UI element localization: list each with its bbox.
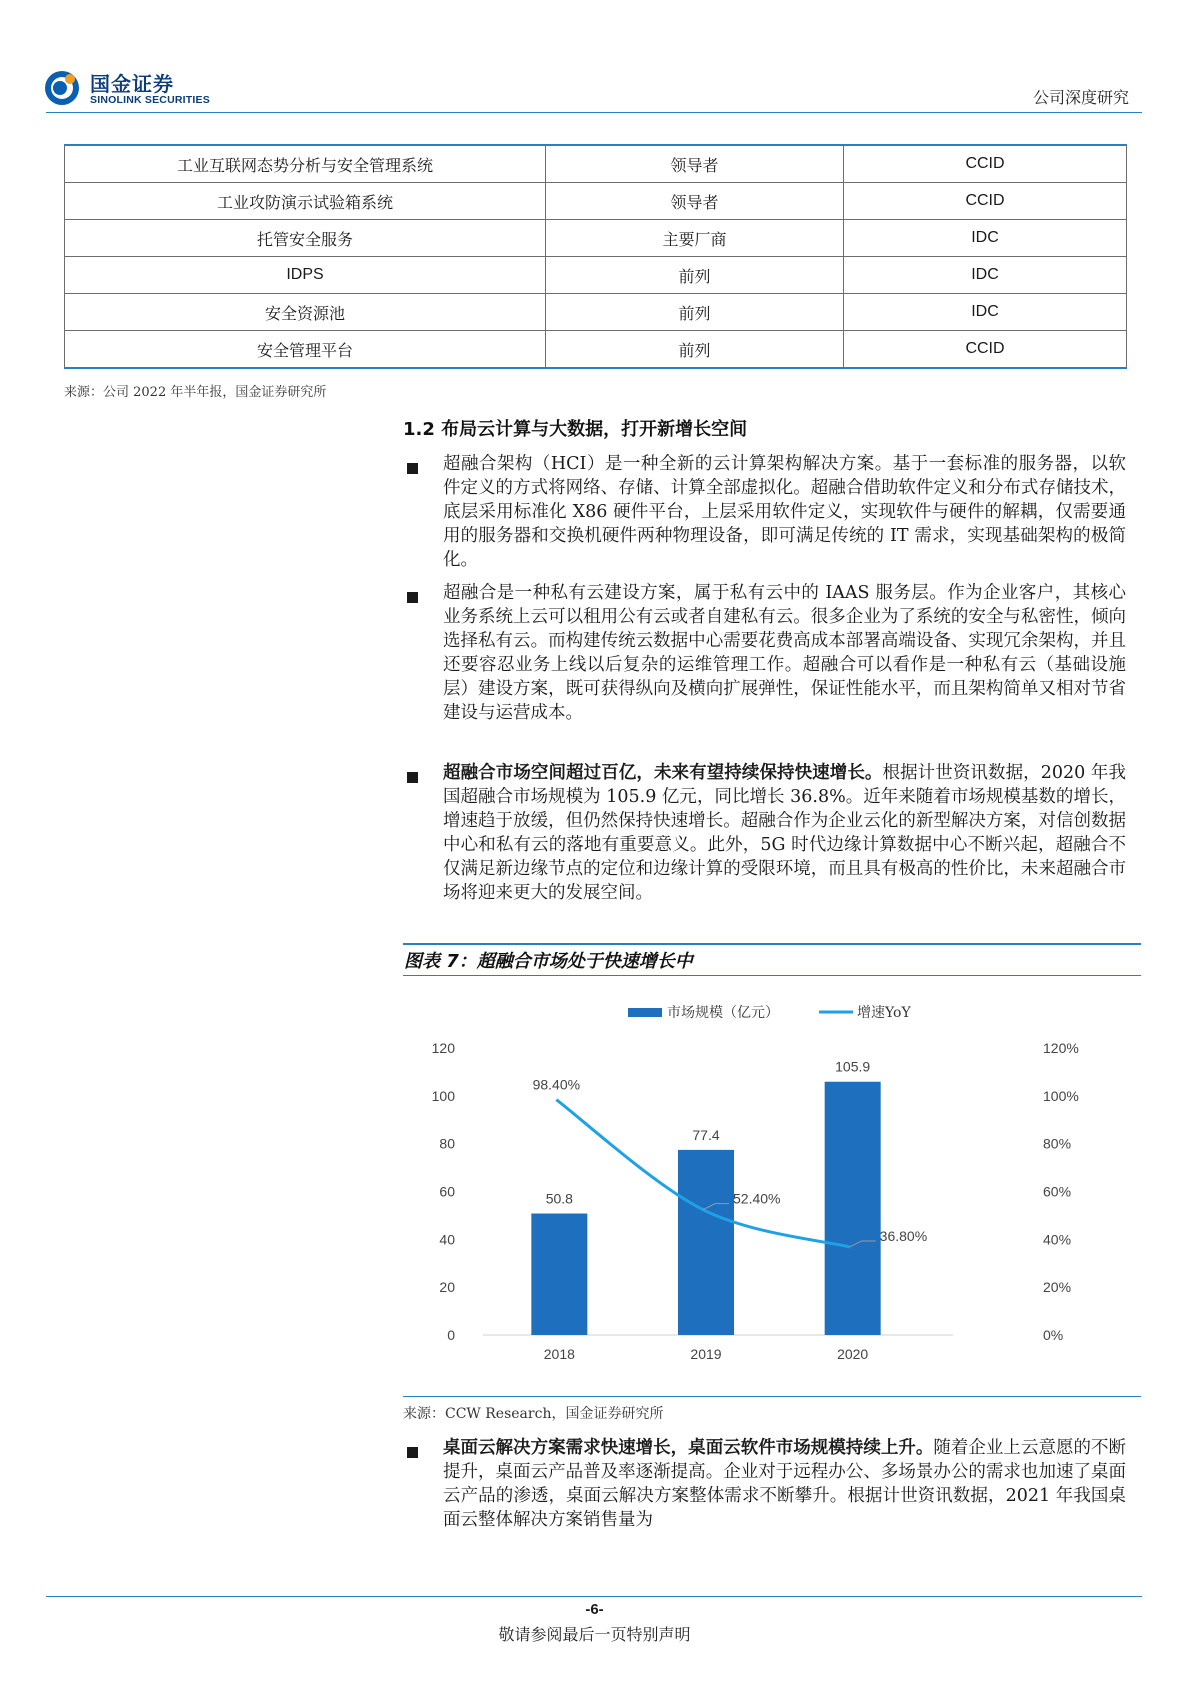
ranking-table: [64, 144, 1127, 369]
sinolink-logo-icon: [44, 70, 80, 106]
y-tick-label: 100: [431, 1087, 455, 1104]
table-row: [65, 220, 1127, 257]
table-row: [65, 294, 1127, 331]
product-cell: 安全资源池: [65, 294, 546, 331]
y2-tick-label: 60%: [1043, 1183, 1072, 1200]
rank-cell: 前列: [546, 331, 844, 369]
rank-cell: 前列: [546, 257, 844, 294]
bar-2020: [825, 1082, 881, 1335]
y2-tick-label: 40%: [1043, 1231, 1072, 1248]
y2-tick-label: 80%: [1043, 1135, 1072, 1152]
table-row: [65, 183, 1127, 220]
figure-top-rule: [403, 943, 1141, 945]
paragraph-desktop-cloud: [443, 1436, 1126, 1532]
x-tick-label: 2020: [837, 1346, 869, 1362]
product-cell: IDPS: [65, 257, 546, 294]
y-tick-label: 60: [439, 1183, 455, 1200]
line-value-label: 98.40%: [532, 1076, 581, 1093]
bullet-icon: [407, 592, 418, 603]
report-type-label: 公司深度研究: [1032, 88, 1129, 107]
paragraph-desktop-cloud-body: 随着企业上云意愿的不断提升，桌面云产品普及率逐渐提高。企业对于远程办公、多场景办公的需求也加速了桌面云产品的渗透，桌面云解决方案整体需求不断攀升。根据计世资讯数据，2021 年我国桌面云整体解决方案销售量为: [443, 1438, 1127, 1530]
product-cell: 工业攻防演示试验箱系统: [65, 183, 546, 220]
bar-value-label: 50.8: [545, 1190, 573, 1207]
bullet-icon: [407, 463, 418, 474]
paragraph-private-cloud: 超融合是一种私有云建设方案，属于私有云中的 IAAS 服务层。作为企业客户，其核心业务系统上云可以租用公有云或者自建私有云。很多企业为了系统的安全与私密性，倾向选择私有云。而构建传统云数据中心需要花费高成本部署高端设备、实现冗余架构，并且还要容忍业务上线以后复杂的运维管理工作。超融合可以看作是一种私有云（基础设施层）建设方案，既可获得纵向及横向扩展弹性，保证性能水平，而且架构简单又相对节省建设与运营成本。: [443, 583, 1126, 723]
paragraph-market-size: [443, 761, 1126, 905]
x-tick-label: 2019: [690, 1346, 722, 1362]
footer-divider: [46, 1596, 1142, 1597]
paragraph-market-size-body: 根据计世资讯数据，2020 年我国超融合市场规模为 105.9 亿元，同比增长 36.8%。近年来随着市场规模基数的增长，增速趋于放缓，但仍然保持快速增长。超融合作为企业云化的新型解决方案，对信创数据中心和私有云的落地有重要意义。此外，5G 时代边缘计算数据中心不断兴起，超融合不仅满足新边缘节点的定位和边缘计算的受限环境，而且具有极高的性价比，未来超融合市场将迎来更大的发展空间。: [443, 763, 1126, 903]
paragraph-market-size-lead: 超融合市场空间超过百亿，未来有望持续保持快速增长。: [443, 763, 883, 783]
line-value-label: 52.40%: [733, 1190, 781, 1207]
y-tick-label: 80: [439, 1135, 455, 1152]
page-number: -6-: [585, 1601, 604, 1618]
table-row: [65, 145, 1127, 183]
rank-cell: 前列: [546, 294, 844, 331]
header-divider: [46, 112, 1142, 113]
figure-bottom-rule: [403, 1396, 1141, 1397]
agency-cell: IDC: [844, 220, 1127, 257]
y-tick-label: 20: [439, 1279, 455, 1296]
y-tick-label: 0: [447, 1327, 455, 1343]
figure-title: 图表 7：超融合市场处于快速增长中: [404, 951, 693, 972]
y2-tick-label: 100%: [1043, 1087, 1079, 1104]
logo-text-cn: 国金证券: [90, 72, 174, 96]
agency-cell: IDC: [844, 257, 1127, 294]
bullet-icon: [407, 1447, 418, 1458]
rank-cell: 主要厂商: [546, 220, 844, 257]
bar-value-label: 105.9: [835, 1058, 871, 1075]
paragraph-hci: 超融合架构（HCI）是一种全新的云计算架构解决方案。基于一套标准的服务器，以软件定义的方式将网络、存储、计算全部虚拟化。超融合借助软件定义和分布式存储技术，底层采用标准化 X86 硬件平台，上层采用软件定义，实现软件与硬件的解耦，仅需要通用的服务器和交换机硬件两种物理设备，即可满足传统的 IT 需求，实现基础架构的极简化。: [443, 454, 1126, 570]
figure-title-rule: [403, 975, 1141, 976]
logo-text-en: SINOLINK SECURITIES: [90, 94, 210, 106]
paragraph-desktop-cloud-lead: 桌面云解决方案需求快速增长，桌面云软件市场规模持续上升。: [443, 1438, 934, 1458]
agency-cell: CCID: [844, 183, 1127, 220]
y2-tick-label: 120%: [1043, 1040, 1079, 1056]
table-source-note: 来源：公司 2022 年半年报，国金证券研究所: [64, 385, 327, 400]
y2-tick-label: 0%: [1043, 1327, 1064, 1343]
hci-market-chart: [403, 990, 1141, 1385]
agency-cell: CCID: [844, 145, 1127, 183]
bullet-icon: [407, 772, 418, 783]
product-cell: 托管安全服务: [65, 220, 546, 257]
y2-tick-label: 20%: [1043, 1279, 1072, 1296]
x-tick-label: 2018: [543, 1346, 575, 1362]
footer-disclaimer: 敬请参阅最后一页特别声明: [498, 1625, 691, 1644]
agency-cell: CCID: [844, 331, 1127, 369]
legend-bar-label: 市场规模（亿元）: [667, 1005, 779, 1021]
product-cell: 工业互联网态势分析与安全管理系统: [65, 145, 546, 183]
section-heading: 1.2 布局云计算与大数据，打开新增长空间: [403, 419, 748, 440]
brand-logo: [44, 66, 216, 110]
legend-bar-swatch: [628, 1008, 662, 1017]
line-value-label: 36.80%: [879, 1227, 928, 1244]
table-row: [65, 257, 1127, 294]
bar-2019: [678, 1150, 734, 1335]
bar-value-label: 77.4: [692, 1126, 720, 1143]
table-row: [65, 331, 1127, 369]
agency-cell: IDC: [844, 294, 1127, 331]
figure-source-note: 来源：CCW Research，国金证券研究所: [403, 1406, 664, 1422]
rank-cell: 领导者: [546, 145, 844, 183]
y-tick-label: 40: [439, 1231, 455, 1248]
y-tick-label: 120: [431, 1040, 455, 1056]
product-cell: 安全管理平台: [65, 331, 546, 369]
bar-2018: [531, 1214, 587, 1335]
rank-cell: 领导者: [546, 183, 844, 220]
legend-line-label: 增速YoY: [857, 1005, 911, 1021]
